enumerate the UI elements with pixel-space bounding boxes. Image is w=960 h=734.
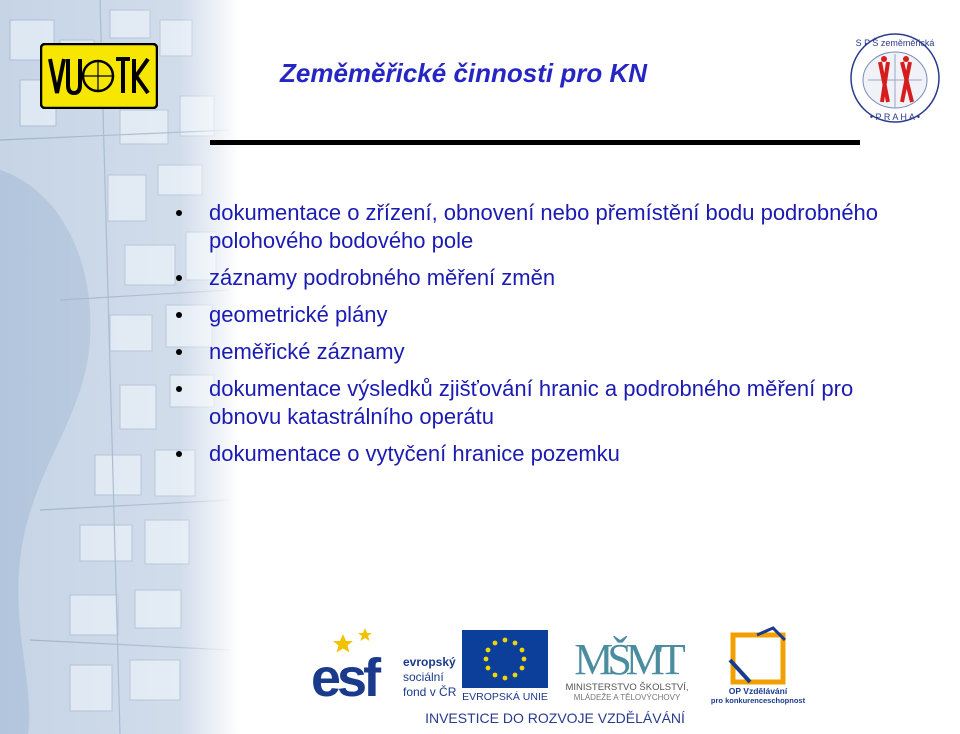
bullet-text: geometrické plány <box>209 302 388 327</box>
bullet-item <box>176 199 916 255</box>
bullet-item <box>176 301 916 329</box>
sps-zememericka-logo <box>842 32 948 124</box>
bullet-text: neměřické záznamy <box>209 339 405 364</box>
msmt-line2: MLÁDEŽE A TĚLOVÝCHOVY <box>573 693 681 702</box>
op-line2: pro konkurenceschopnost <box>710 696 806 705</box>
bullet-dot <box>176 451 182 457</box>
svg-text:esf: esf <box>311 648 378 708</box>
vugtk-logo <box>40 43 158 109</box>
footer-logo-strip <box>305 620 810 730</box>
esf-line3: fond v ČR <box>403 685 457 699</box>
svg-text:• P R A H A •: • P R A H A • <box>869 112 921 122</box>
msmt-logo <box>566 635 689 702</box>
bullet-dot <box>176 275 182 281</box>
bullet-text: dokumentace výsledků zjišťování hranic a podrobného měření pro obnovu katastrálního operátu <box>209 376 854 429</box>
bullet-dot <box>176 349 182 355</box>
svg-text:S P Š zeměměřická: S P Š zeměměřická <box>855 38 935 48</box>
bullet-item <box>176 338 916 366</box>
bullet-text: dokumentace o zřízení, obnovení nebo přemístění bodu podrobného polohového bodového pole <box>209 200 879 253</box>
bullet-list <box>176 199 916 477</box>
bullet-item <box>176 264 916 292</box>
op-line1: OP Vzdělávání <box>728 686 788 696</box>
bullet-dot <box>176 210 182 216</box>
bullet-text: dokumentace o vytyčení hranice pozemku <box>209 441 620 466</box>
title-underline <box>210 140 860 145</box>
eu-label: EVROPSKÁ UNIE <box>462 691 548 703</box>
svg-text:MŠMT: MŠMT <box>574 635 680 684</box>
eu-flag-logo <box>462 630 548 703</box>
bullet-dot <box>176 312 182 318</box>
esf-line1: evropský <box>403 655 456 669</box>
bullet-text: záznamy podrobného měření změn <box>209 265 556 290</box>
esf-line2: sociální <box>403 670 444 684</box>
op-vk-logo <box>711 628 806 705</box>
esf-logo <box>310 628 457 708</box>
msmt-line1: MINISTERSTVO ŠKOLSTVÍ, <box>565 682 689 693</box>
bullet-dot <box>176 386 182 392</box>
bullet-item <box>176 375 916 431</box>
slide-title: Zeměměřické činnosti pro KN <box>280 58 647 88</box>
bullet-item <box>176 440 916 468</box>
footer-slogan: INVESTICE DO ROZVOJE VZDĚLÁVÁNÍ <box>425 710 685 726</box>
